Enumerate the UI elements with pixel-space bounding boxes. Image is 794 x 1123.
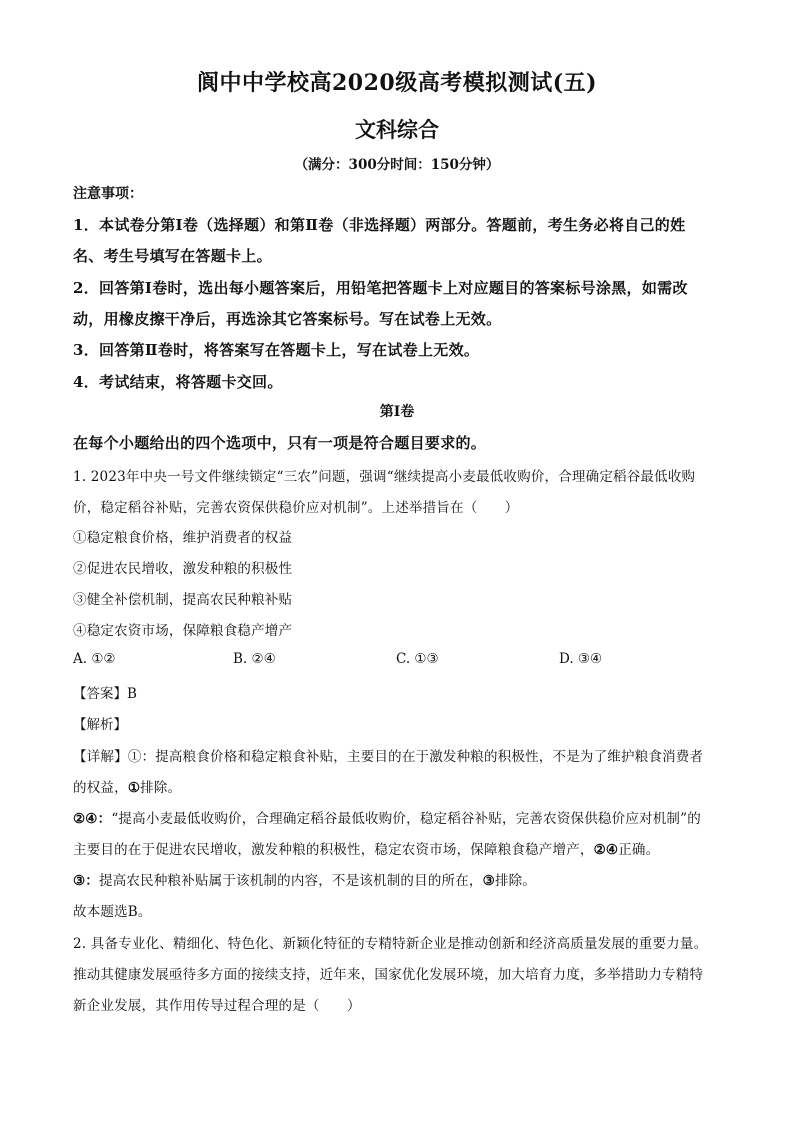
notice-line: 名、考生号填写在答题卡上。	[73, 247, 272, 265]
question-1-statement: ③健全补偿机制，提高农民种粮补贴	[73, 592, 293, 608]
question-1-statement: ①稳定粮食价格，维护消费者的权益	[73, 530, 293, 546]
question-1-statement: ②促进农民增收，激发种粮的积极性	[73, 561, 293, 577]
exam-title: 阆中中学校高2020级高考模拟测试(五)	[196, 70, 598, 96]
detail-text: “提高小麦最低收购价，合理确定稻谷最低收购价，稳定稻谷补贴，完善农资保供稳价应对机制”的	[111, 811, 701, 827]
question-1-stem: 价，稳定稻谷补贴，完善农资保供稳价应对机制”。上述举措旨在（ ）	[73, 500, 519, 516]
option-a: A. ①②	[73, 651, 116, 667]
option-two-four-mark: ②④	[593, 842, 619, 858]
answer-label: 【答案】	[73, 686, 127, 702]
detail-text: 主要目的在于促进农民增收，激发种粮的积极性，稳定农资市场，保障粮食稳产增产，	[73, 842, 594, 858]
notice-line: 1．本试卷分第Ⅰ卷（选择题）和第Ⅱ卷（非选择题）两部分。答题前，考生务必将自己的姓	[73, 216, 686, 234]
question-2-stem: 推动其健康发展亟待多方面的接续支持，近年来，国家优化发展环境，加大培育力度，多举措助力专精特	[73, 967, 704, 983]
detail-text: 提高农民种粮补贴属于该机制的内容，不是该机制的目的所在，	[99, 873, 483, 889]
section-title: 第Ⅰ卷	[379, 404, 415, 420]
option-c: C. ①③	[396, 651, 439, 667]
option-three-mark: ③	[482, 873, 495, 889]
exam-subtitle: 文科综合	[355, 117, 439, 142]
excluded-word: 排除。	[494, 873, 537, 889]
option-one-mark: ①	[127, 780, 141, 796]
detail-conclusion: 故本题选B。	[73, 904, 152, 920]
question-2-stem: 2. 具备专业化、精细化、特色化、新颖化特征的专精特新企业是推动创新和经济高质量发展的重要力量。	[73, 936, 708, 952]
notice-line: 动，用橡皮擦干净后，再选涂其它答案标号。写在试卷上无效。	[73, 310, 502, 328]
question-1-stem: 1. 2023年中央一号文件继续锁定“三农”问题，强调“继续提高小麦最低收购价，合理确定稻谷最低收购	[73, 469, 696, 485]
detail-text: ②④：	[73, 811, 112, 827]
excluded-word: 排除。	[140, 780, 182, 796]
option-b: B. ②④	[233, 651, 276, 667]
option-d: D. ③④	[559, 651, 603, 667]
detail-line-5	[73, 869, 536, 889]
detail-text: ①：提高粮食价格和稳定粮食补贴，主要目的在于激发种粮的积极性，不是为了维护粮食消费者	[127, 749, 704, 765]
question-1-statement: ④稳定农资市场，保障粮食稳产增产	[73, 623, 293, 639]
detail-line-2	[73, 776, 181, 796]
question-2-stem: 新企业发展，其作用传导过程合理的是（ ）	[73, 998, 361, 1014]
answer-value: B	[127, 686, 137, 702]
notice-line: 4．考试结束，将答题卡交回。	[73, 373, 283, 391]
detail-line-1	[73, 745, 703, 765]
notice-line: 3．回答第Ⅱ卷时，将答案写在答题卡上，写在试卷上无效。	[73, 341, 480, 359]
score-time-info: （满分：300分时间：150分钟）	[294, 157, 500, 173]
notice-heading: 注意事项：	[73, 186, 143, 202]
detail-line-3	[73, 807, 701, 827]
notice-line: 2．回答第Ⅰ卷时，选出每小题答案后，用铅笔把答题卡上对应题目的答案标号涂黑，如需改	[73, 279, 688, 297]
detail-text: 的权益，	[73, 780, 128, 796]
answer-line	[73, 682, 137, 702]
detail-line-4	[73, 838, 659, 858]
detail-label: 【详解】	[73, 749, 128, 765]
analysis-label: 【解析】	[73, 717, 127, 733]
correct-word: 正确。	[618, 842, 660, 858]
detail-text: ③：	[73, 873, 100, 889]
section-instruction: 在每个小题给出的四个选项中，只有一项是符合题目要求的。	[73, 434, 487, 452]
